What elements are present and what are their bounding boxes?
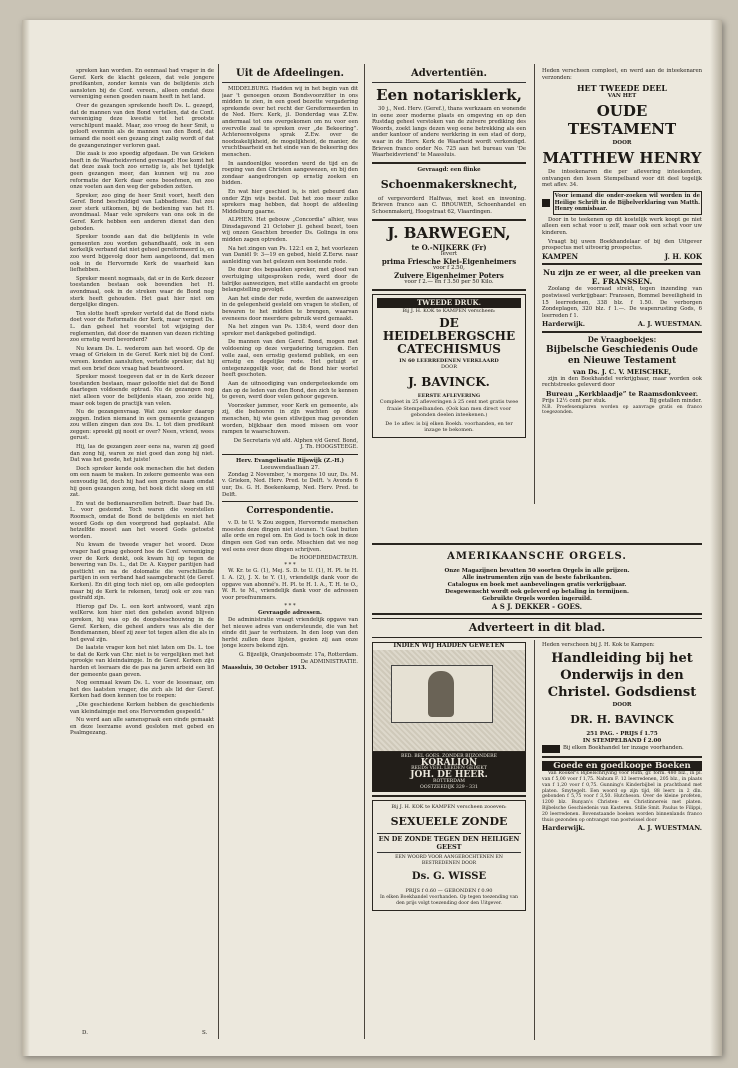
- gevraagde-heading: Gevraagde adressen.: [258, 609, 322, 616]
- article-paragraph: Hierop gaf Ds. L. een kort antwoord, want zijn welKerw. kon hier niet den gehelen avond blijven spreken, hij was op de doopsbeschouwing in de Geref. Kerken, die geheel anders was als die der Bondsmannen, bleef zij zeer tot tegen allen die als in het geval zijn.: [70, 603, 214, 643]
- column-rule: [218, 64, 219, 1039]
- article-paragraph: De mannen van den Geref. Bond, mogen met voldoening op deze vergadering terugzien. Een volle zaal, een ernstig gestemd publiek, en een ernstig en degelijke rede. Het getuigt er ontegenzeggelijk voor, dat de Bond hier wortel heeft geschoten.: [222, 339, 358, 379]
- barwegen-price: voor f 2.— en f 3.50 per 50 Kilo.: [404, 278, 494, 285]
- heidelberg-title: DE HEIDELBERGSCHE CATECHISMUS: [382, 315, 516, 356]
- illus-line: REEDS VEEL LEEDEN GEDEKT: [411, 766, 487, 772]
- article-paragraph: Voorzeker jammer, voor Kerk en gemeente, als zij, die behooren in zijn wachten op deze menschen, hij wie geen stilwijgen mag gevonden worden, blijkbaar den moed missen om voor rampen te waarschuwen.: [222, 402, 358, 436]
- orgels-line: Gebruikte Orgels worden ingeruild.: [482, 596, 592, 602]
- koralion-brand: KORALION: [420, 757, 478, 768]
- aflevering-label: EERSTE AFLEVERING: [417, 392, 481, 399]
- gevraagde-text: De administratie vraagt vriendelijk opgave van het nieuwe adres van ondersteunde, die van het einde dit jaar te verhuizen. In den loop van den herfst zullen deze lijsten, gezien zij aan onze jonge lezers bekend zijn.: [222, 616, 358, 650]
- sexueele-foot: In elken Boekhandel voorhanden. Op tegen toezending van den prijs volgt toezending door den Uitgever.: [379, 894, 519, 906]
- article-paragraph: Aan de uitnoodiging van ondergeteekende om dan op de leden van den Bond, den zich te kennen te geven, werd door velen gehoor gegeven.: [222, 380, 358, 401]
- dateline: Maassluis, 30 October 1913.: [222, 665, 307, 672]
- person-figure-graphic: [428, 671, 454, 717]
- koralion-block: [372, 752, 526, 792]
- divider: [372, 162, 526, 164]
- asterism: * * *: [284, 603, 296, 610]
- firm-name: JOH. DE HEER.: [410, 770, 488, 781]
- door-label: DOOR: [441, 364, 457, 371]
- bureau-line: Bureau „Kerkblaadje” te Raamsdonkveer.: [546, 390, 698, 399]
- vraagboekjes-head: De Vraagboekjes:: [587, 334, 657, 344]
- column-rule: [534, 64, 535, 504]
- van-het: VAN HET: [607, 93, 637, 100]
- publisher-name: A. J. WUESTMAN.: [637, 824, 702, 833]
- column-article-continuation: [70, 68, 214, 1028]
- section-heading: Uit de Afdeelingen.: [222, 68, 358, 83]
- correspondentie-signature: De HOOFDREDACTEUR.: [290, 555, 358, 562]
- lower-right-ads: [542, 642, 702, 1032]
- handleiding-intro: Heden verscheen bij J. H. Kok te Kampen:: [542, 642, 655, 648]
- orgels-line: Catalogus en boek met aanbevelingen gratis verkrijgbaar.: [447, 582, 627, 588]
- divider: [542, 756, 702, 758]
- kok-intro: Bij J. H. KOK te KAMPEN verscheen zooeven:: [391, 804, 507, 811]
- henry-text: De inteekenaren die per aflevering inteekenden, ontvangen den losen Stempelband voor dit deel tegelijk met aflev. 34.: [542, 169, 702, 189]
- matthew-henry-title: MATTHEW HENRY: [542, 149, 702, 168]
- article-paragraph: Na het zingen van Ps. 122:1 en 2, het voorlezen van Daniël 9: 3—19 en gebed, hield Z.Eerw. naar aanleiding van het gelezen een boeiende rede.: [222, 245, 358, 265]
- sexueele-author: Ds. G. WISSE: [411, 871, 487, 883]
- binding-shadow: [22, 20, 30, 1056]
- article-paragraph: Doch spreker kende ook menschen die het deden om een naam te maken. In zekere gemeente was een eenvoudig lid, doch hij had een groote naam omdat hij geen gezangen zong, het boek dicht sloeg en stil zat.: [70, 465, 214, 499]
- handleiding-pages: 251 PAG. - PRIJS f 1.75: [586, 730, 658, 737]
- handleiding-bound: IN STEMPELBAND f 2.00: [582, 737, 662, 744]
- column-advertenties: [372, 68, 526, 441]
- page-fold-shadow: [710, 20, 722, 1056]
- article-paragraph: Hij, las de gezangen zeer eens na, waren zij goed dan zong hij, waren ze niet goed dan zong hij niet. Dat was het goede, het juiste!: [70, 444, 214, 464]
- tweede-deel: HET TWEEDE DEEL: [576, 83, 668, 94]
- signature-left: D.: [82, 1030, 88, 1036]
- article-paragraph: Na het zingen van Ps. 138:4, werd door den spreker met dankgebed geëindigd.: [222, 324, 358, 337]
- schoenmaker-pre: Gevraagd: een flinke: [417, 166, 481, 173]
- kok-intro: Bij J. H. KOK te KAMPEN verscheen:: [402, 308, 496, 315]
- article-paragraph: Ten slotte heeft spreker verteld dat de Bond niets doet voor de Reformatie der Kerk, maar vergeet Ds. L. dan geheel het voorstel tot wijziging der reglementen, dat door de mannen van dezen richting zoo ernstig werd bevorderd?: [70, 310, 214, 344]
- divider: [372, 219, 526, 221]
- article-paragraph: Over de gezangen sprekende heeft Ds. L. gezegd, dat de mannen van den Bond vertellen, dat de Conf. vereeniging deze kwestie tot het grootste verschilpunt maakt. Maar, zoo vroeg de heer Smit, u gelooft evenmin als de mannen van den Bond, dat iemand die nooit een gezang zingt zalig wordt of dat de gezangenzinger verloren gaat.: [70, 102, 214, 149]
- asterism: * * *: [284, 561, 296, 568]
- place-name: Harderwijk.: [542, 824, 586, 833]
- orgels-line: Onze Magazijnen bevatten 50 soorten Orgels in alle prijzen.: [444, 568, 630, 574]
- divider: [542, 263, 702, 265]
- column-ads-right: [542, 68, 702, 416]
- lower-middle-ads: [372, 642, 526, 1032]
- notice-heading: Herv. Evangelisatie Rijswijk (Z.-H.): [236, 457, 344, 464]
- schoenmaker-text: of vergevorderd Halfwas, met kost en inwoning. Brieven franco aan C. BROUWER, Schoenhandel en Schoenmakerij, Hoogstraat 62, Vlaardingen.: [372, 195, 526, 215]
- heidelberg-ad: [372, 294, 526, 438]
- article-paragraph: Nu kwam de tweede vrager het woord. Deze vrager had graag gehoord hoe de Conf. vereeniging over de Kerk denkt, ook kwam hij op tegen de bewering van Ds. L., dat Dr. A. Kuyper paritijen had gestticht en na de dolomatie die verschillende partijen in een verband had saamgebracht (de Geref. Kerken). En dit ging toch niet op, om alle gedoopten maar bij de Kerk te rekenen, tenzij ook er zou van gestrafd zijn.: [70, 542, 214, 602]
- author-name: J. BAVINCK.: [408, 374, 490, 389]
- article-paragraph: Nog eenmaal kwam Ds. L. voor de lessenaar, om het des laatsten vrager, die zich als lid der Geref. Kerken had doen kennen toe te roepen:: [70, 680, 214, 700]
- vraagboekjes-author: van Ds. J. C. V. MEISCHKE,: [573, 367, 671, 376]
- firm-address: OOSTZEEDIJK 329 - 331: [420, 784, 478, 790]
- article-paragraph: Nu werd aan alle samenspraak een einde gemaakt en deze leerzame avond gesloten met gebed en Psalmgezang.: [70, 717, 214, 737]
- article-paragraph: De duur des bepaalden spreker, met glood van overtuiging uitgesproken rede, werd door de talrijke aanwezigen, met stille aandacht en groote belangstelling gevolgd.: [222, 267, 358, 294]
- section-heading: Advertentiën.: [372, 68, 526, 83]
- nb-note: N.B. Proefexemplaren worden op aanvrage gratis en franco toegezonden.: [542, 404, 702, 416]
- publisher-name: J. H. KOK: [664, 251, 702, 261]
- article-paragraph: „Die geschiedene Kerken hebben de geschiedenis van kleindaimpje met ons Hervormden gespeeld.”: [70, 702, 214, 715]
- henry-text: Vraagt bij uwen Boekhandelaar of bij den Uitgever prospectus met uitvoerig prospectus.: [542, 238, 702, 252]
- barwegen-levert: levert: [440, 250, 458, 257]
- henry-callout: [542, 191, 702, 215]
- sexueele-subtitle: EN DE ZONDE TEGEN DEN HEILIGEN GEEST: [378, 834, 520, 851]
- notice-address: Leeuwendaallaan 27.: [260, 464, 320, 471]
- signature-right: S.: [202, 1030, 208, 1036]
- handleiding-foot: Bij elken Boekhandel ter inzage voorhanden.: [563, 745, 684, 752]
- firm-city: ROTTERDAM: [433, 778, 465, 784]
- publisher-name: A. J. WUESTMAN.: [637, 320, 702, 329]
- harderwijk-line: [542, 825, 702, 832]
- article-paragraph: En wat hier geschied is, is niet gebeurd dan onder Zijn wijs bestel. Dat het zoo meer zulke sprekers mag hebben, dat hoopt de afdeeling Middelburg gaarne.: [222, 188, 358, 215]
- notice-text: Zondag 2 November, 's morgens 10 uur, Ds. M. v. Grieken, Ned. Herv. Pred. te Delft. 's Avonds 6 uur, Ds. G. H. Boekenkamp, Ned. Herv. Pred. te Delft.: [222, 471, 358, 498]
- sexueele-title: SEXUEELE ZONDE: [390, 814, 508, 828]
- divider: [372, 613, 702, 615]
- notarisklerk-text: 30 j., Ned. Herv. (Geref.), thans werkzaam en wonende in eene zeer moderne plaats en omgeving en op den Rustdag geheel verstoken van de zuivere prediking des Woords, zoekt langs dezen weg eene betrekking als een ander kantoor of andere werkkring in een stad of dorp, waar in de Herv. Kerk de Waarheid wordt verkondigd. Brieven franco onder No. 725 aan het bureau van 'De Waarheidsvriend' te Maassluis.: [372, 106, 526, 159]
- price-text: Prijs 12½ cent per stuk.: [542, 398, 607, 405]
- article-paragraph: ALPHEN. Het gebouw „Concordia” alhier, was Dinsdagavond 21 October jl. geheel bezet, toen wij onzen Geachten broeder Ds. Golinga in ons midden zagen optreden.: [222, 217, 358, 244]
- administratie-signature: De ADMINISTRATIE.: [300, 658, 358, 665]
- heidelberg-text: Compleet in 25 afleveringen à 25 cent met gratis twee fraaie Stempelbanden. (Ook kan men direct voor gebonden deelen inteekenen.): [379, 399, 519, 419]
- oude-testament-title: OUDE TESTAMENT: [567, 102, 677, 139]
- place-name: KAMPEN: [542, 251, 578, 261]
- orgels-title: AMERIKAANSCHE ORGELS.: [447, 551, 627, 562]
- heidelberg-subtitle: IN 60 LEERREDENEN VERKLAARD: [399, 357, 499, 364]
- vraagboekjes-text: zijn in den Boekhandel verkrijgbaar, maar worden ook rechtstreeks geleverd door: [542, 375, 702, 389]
- price-line: [542, 398, 702, 405]
- article-paragraph: Nu de gezangenvraag. Wat zou spreker daarop zeggen. Indien niemand in een gemeente gezangen zou willen zingen dan zou Ds. L. tot dien predikant zeggen: spreekt gij nooit er over? Neen, vriend, wees gerust.: [70, 409, 214, 442]
- goede-boeken-banner: Goede en goedkoope Boeken: [542, 761, 702, 772]
- article-paragraph: Spreker, zoo ging de heer Smit voort, heeft den Geref. Bond beschuldigd van Labbadisme. Dat zou zeer sterk uitkomen, bij de bediening van het H. avondmaal. Maar vele sprekers van ons ook in de Geref. Kerk hebben een anderen dienst dan den geboden.: [70, 192, 214, 232]
- afdeelingen-body: [222, 86, 358, 436]
- hand-pointer-icon: [542, 745, 560, 753]
- orgels-line: Desgewenscht wordt ook geleverd op betaling in termijnen.: [445, 589, 629, 595]
- article-paragraph: Spreker moest toegeven dat er in de Kerk dezeer toestanden bestaan, maar geloofde niet dat de Bond daartegen voldoende optrad. Nu de gezangen nog niet alleen voor de belijdenis staan, zoo zeide hij, maar ook tegen de practijk van velen.: [70, 374, 214, 407]
- hand-pointer-icon: [542, 199, 550, 207]
- article-paragraph: En wat de bedienaarsrollen betreft. Daar had Ds. L. voor gestemd. Toch waren die voorstellen Roomsch, omdat de Bond de belijdenis en niet het woord Gods op den voorgrond had geplaatst. Alle hetzelfde moest aan het woord Gods getoetst worden.: [70, 500, 214, 540]
- schoenmaker-title: Schoenmakersknecht,: [380, 177, 518, 191]
- illus-headline: INDIEN WIJ HADDEN GEWETEN: [373, 643, 525, 650]
- correspondentie-text: W. Kr. te G. (1), Mej. S. D. te U. (1), H. Pl. te H. I. A. (2), J. X. te Y. (1), vriendelijk dank voor de opgave van abonné's. H. Pl. te H. I. A., T. H. te O., W. R. te M., vriendelijk dank voor de adressen voor proefnummers.: [222, 568, 358, 601]
- gevraagde-signature: G. Bijzelijk, Oranjeboomstr. 17a, Rotterdam.: [239, 651, 358, 658]
- article-paragraph: De laatste vrager kon het niet laten om Ds. L. toe te dat de Kerk van Chr. niet is te vergelijken met het sprookje van kleindaimpje. In de Geref. Kerken zijn harden et leeraars die de pas na jaren arbeid een lid der gemeente gaan geven.: [70, 645, 214, 678]
- vraagboekjes-title: Bijbelsche Geschiedenis Oude en Nieuwe Testament: [546, 344, 698, 366]
- henry-intro: Heden verscheen compleet, en werd aan de inteekenaren verzonden:: [542, 68, 702, 81]
- henry-callout-text: Voor iemand die onder-zoeken wil worden in de Heilige Schrift in de Bijbelverklaring van Matth. Henry onmisbaar.: [553, 191, 702, 215]
- handleiding-title-3: Christel. Godsdienst: [547, 684, 697, 700]
- heidelberg-foot: De 1e aflev. is bij elken Boekh. voorhanden, en ter inzage te bekomen.: [385, 420, 513, 434]
- divider: [372, 795, 526, 797]
- franssen-title: Nu zijn ze er weer, al die preeken van E. FRANSSEN.: [543, 268, 701, 287]
- barwegen-product: Zuivere Eigenheimer Poters: [394, 270, 504, 280]
- signed-line: De Secretaris v/d afd. Alphen v/d Geref. Bond,: [233, 437, 358, 444]
- column-rule: [364, 64, 365, 1039]
- handleiding-author: DR. H. BAVINCK: [570, 712, 674, 726]
- handleiding-title-1: Handleiding bij het: [551, 650, 693, 666]
- newspaper-page: [22, 20, 722, 1056]
- divider: [222, 454, 358, 455]
- article-paragraph: Nu kwam Ds. L. wederom aan het woord. Op de vraag of Grieken in de Geref. Kerk niet bij de Conf. vereen. konden aansluiten, vertelde spreker, dat hij met een brief deze vraag had beantwoord.: [70, 345, 214, 372]
- harderwijk-line: [542, 321, 702, 328]
- place-name: Harderwijk.: [542, 320, 586, 329]
- sexueele-zonde-ad: [372, 800, 526, 910]
- door-label: DOOR: [612, 701, 632, 708]
- notarisklerk-title: Een notarisklerk,: [376, 86, 522, 104]
- barwegen-price: voor f 2.50,: [433, 264, 465, 271]
- handleiding-foot-row: [542, 745, 702, 753]
- barwegen-title: J. BARWEGEN,: [387, 223, 511, 242]
- goede-boeken-text: Van Rooker's Bijbelschrijving voor Ruth, gr. form. 480 blz., in pl. van f 5,00 voor f 1,75. Nahum F. 12 leerredenen, 205 blz., in plaats van f 1,20 voor f 0,75. Gunning's Kinderbijbel in prachtband met platen. Smytegelt. Een woord op zijn tijd, 88 leerr. in 2 dln. gebonden f 5,75 voor f 3,50. Hutcheson. Over de kleine profeten, 1200 blz. Bunyan's Christen- en Christinnereis met platen. Bijbelsche Geschiedenis van Kasteren. Stille Smit. Paulus te Filippi, 20 leerredenen. Bovenstaande boeken worden binnenlands franco thuis gezonden op ontvangst van postwissel door: [542, 771, 702, 823]
- divider: [372, 543, 702, 545]
- henry-text: Door in te teekenen op dit kostelijk werk koopt ge niet alleen een schat voor u zelf, maar ook een schat voor uw kinderen.: [542, 216, 702, 236]
- correspondentie-heading: Correspondentie.: [246, 506, 334, 517]
- illus-line: BED. BEL GOES. ZONDER BIJZONDERE: [401, 754, 497, 759]
- price-text: Bij getallen minder.: [649, 398, 702, 405]
- orgels-firm: A S J. DEKKER - GOES.: [491, 602, 583, 611]
- column-rule: [534, 640, 535, 1040]
- koralion-illustration: [372, 642, 526, 752]
- door-label: DOOR: [612, 140, 632, 147]
- sexueele-price: PRIJS f 0.60 — GEBONDEN f 0.90: [405, 888, 493, 895]
- barwegen-product: prima Friesche Klei-Eigenheimers: [381, 256, 517, 266]
- barwegen-place: te O.-NIJKERK (Fr): [411, 242, 487, 252]
- article-paragraph: Aan het einde der rede, werden de aanwezigen in de gelegenheid gesteld om vragen te stellen, of bewaren te het midden te brengen, waarvan eveneens door meerdere gebruik werd gemaakt.: [222, 295, 358, 322]
- adverteert-banner: Adverteert in dit blad.: [372, 618, 702, 638]
- column-afdeelingen: [222, 68, 358, 1028]
- sexueele-text: EEN WOORD VOOR AANGEBOCHTENEN EN BESTREDENEN DOOR: [395, 854, 503, 866]
- divider: [372, 289, 526, 291]
- orgels-line: Alle instrumenten zijn van de beste fabrikanten.: [462, 575, 612, 581]
- franssen-text: Zoolang de voorraad strekt, tegen inzending van postwissel verkrijgbaar: Franssen, Bommel beveiligheid in 15 leerredenen, 338 blz. f 1.50. De verborgen Zondeplagen, 320 blz. f 1.—. De wapenrusting Gods, 6 leerreden f 1.: [542, 286, 702, 319]
- article-paragraph: spreken kan worden. En eenmaal had vrager in de Geref. Kerk de klacht gelezen, dat vele jongere predikanten, zonder kennis van de belijdenis zich aansloten bij de Conf. vereen., alleen omdat deze vereeniging eenen goeden naam heeft in het land.: [70, 68, 214, 101]
- tweede-druk-banner: TWEEDE DRUK.: [377, 298, 521, 309]
- divider: [222, 501, 358, 502]
- correspondentie-text: v. D. te U. 'k Zou zeggen, Hervormde menschen moesten deze dingen niet steunen. 't Gaat buiten alle orde en regel om. En God is toch ook in deze dingen een God van orde. Misschien dat we nog wel eens over deze dingen schrijven.: [222, 520, 358, 553]
- kampen-line: [542, 251, 702, 261]
- article-paragraph: MIDDELBURG. Hadden wij in het begin van dit jaar 't genoegen onzen Bondsvoorzitter in ons midden te zien, in een goed bezette vergadering sprekende over het recht der Gereformeerden in de Ned. Herv. Kerk, jl. Donderdag was Z.Ew. andermaal tot ons overgekomen om nu voor een overvolle zaal te spreken over „de Bekeering”. Achtereenvolgens sprak Z.Ew. over de noodzakelijkheid, de mogelijkheid, de manier, de vruchtbaarheid en het einde van de bekeering des menschen.: [222, 86, 358, 158]
- article-paragraph: In aandoenlijke woorden werd de tijd en de roeping van den Christen aangewezen, en bij den zondaar aangedrongen op ernstig zoeken en bidden.: [222, 160, 358, 187]
- divider: [542, 331, 702, 333]
- article-paragraph: Die zaak is zoo spoedig afgedaan. De van Grieken heeft in de Waarheidsvriend gevraagd: Hoe komt het dat deze zaak toch zoo ernstig is, als het tijdelijk geen gezangen meer, dan kunnen wij nu zoo reformatie der Kerk daar eens beoefenen, en zoo onze voeten aan den weg der geboden zetten.: [70, 151, 214, 191]
- article-paragraph: Spreker meent nogmaals, dat er in de Kerk dezeer toestanden bestaan ook bovendien het H. avondmaal, ook in de streken waar de Bond nog sterk heeft gehouden. Het gaat hier niet om dergelijke dingen.: [70, 275, 214, 309]
- article-paragraph: Spreker toonde aan dat die belijdenis in vele gemeenten zou worden gehandhaafd, ook in een kerkelijk verband dat niet geheel gereformeerd is, en zoo werd bijgevolg door hem aangetoond, dat men ook in de Hervormde Kerk de waarheid kan liefhebben.: [70, 234, 214, 274]
- orgels-ad: [372, 540, 702, 640]
- signer: J. Th. HOOGSTEEGE.: [300, 444, 358, 451]
- handleiding-title-2: Onderwijs in den: [560, 667, 684, 683]
